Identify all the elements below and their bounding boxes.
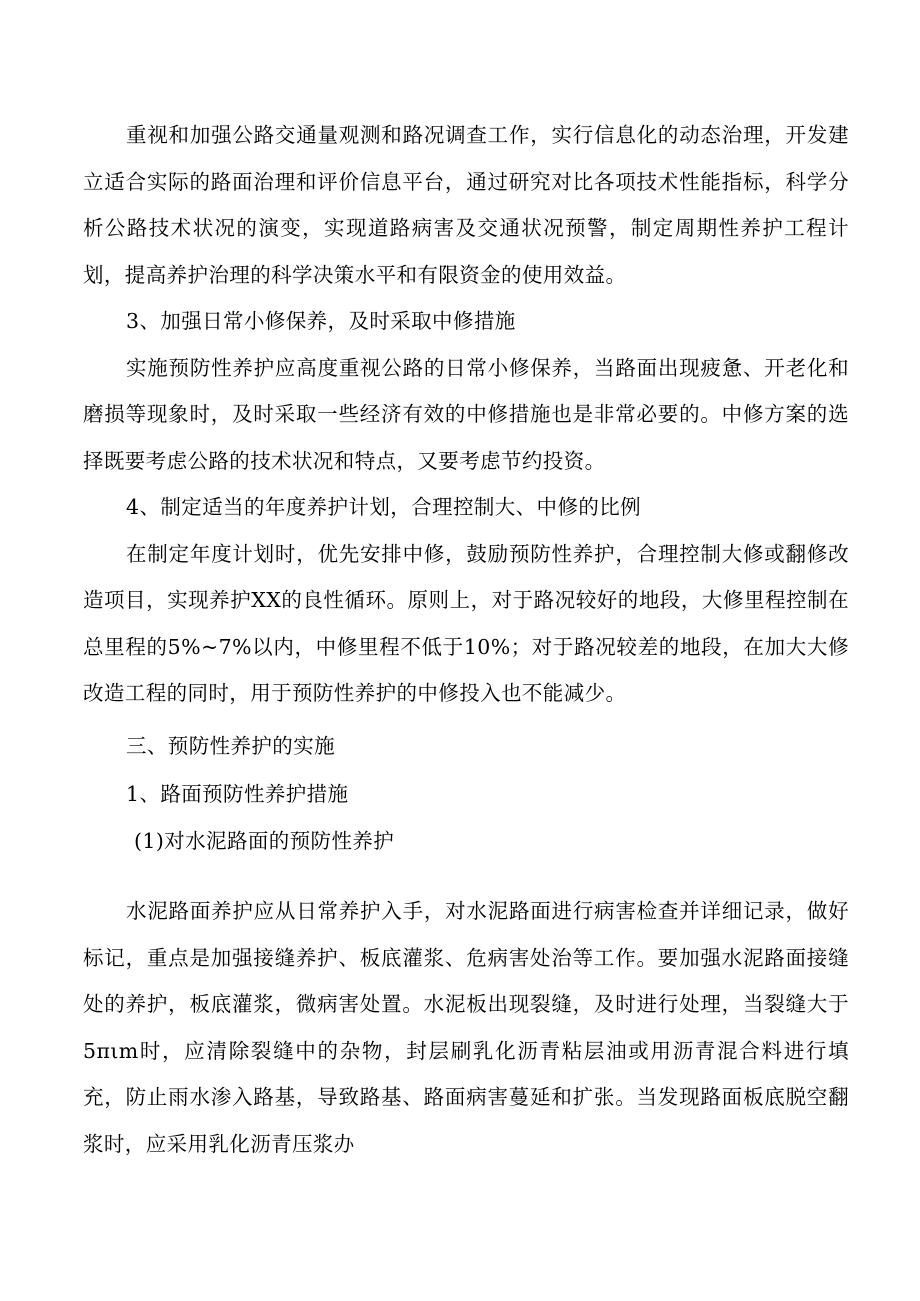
section-subheading: 4、制定适当的年度养护计划，合理控制大、中修的比例 [126, 495, 642, 519]
section-subheading: 3、加强日常小修保养，及时采取中修措施 [126, 309, 516, 333]
section-subheading: 1、路面预防性养护措施 [126, 782, 349, 806]
body-paragraph: 水泥路面养护应从日常养护入手，对水泥路面进行病害检查并详细记录，做好标记，重点是加强接缝养护、板底灌浆、危病害处治等工作。要加强水泥路面接缝处的养护，板底灌浆，微病害处置。水泥板出现裂缝，及时进行处理，当裂缝大于5πιm时，应清除裂缝中的杂物，封层刷乳化沥青粘层油或用沥青混合料进行填充，防止雨水渗入路基，导致路基、路面病害蔓延和扩张。当发现路面板底脱空翻浆时，应采用乳化沥青压浆办 [83, 899, 849, 1156]
sub-subheading: (1)对水泥路面的预防性养护 [134, 828, 395, 853]
section-heading: 三、预防性养护的实施 [126, 733, 335, 758]
body-paragraph: 重视和加强公路交通量观测和路况调查工作，实行信息化的动态治理，开发建立适合实际的路面治理和评价信息平台，通过研究对比各项技术性能指标，科学分析公路技术状况的演变，实现道路病害及交通状况预警，制定周期性养护工程计划，提高养护治理的科学决策水平和有限资金的使用效益。 [83, 123, 849, 287]
body-paragraph: 实施预防性养护应高度重视公路的日常小修保养，当路面出现疲惫、开老化和磨损等现象时，及时采取一些经济有效的中修措施也是非常必要的。中修方案的选择既要考虑公路的技术状况和特点，又要考虑节约投资。 [83, 355, 849, 473]
body-paragraph: 在制定年度计划时，优先安排中修，鼓励预防性养护，合理控制大修或翻修改造项目，实现养护XX的良性循环。原则上，对于路况较好的地段，大修里程控制在总里程的5%~7%以内，中修里程不低于10%；对于路况较差的地段，在加大大修改造工程的同时，用于预防性养护的中修投入也不能减少。 [83, 541, 849, 705]
document-body [83, 112, 849, 1167]
